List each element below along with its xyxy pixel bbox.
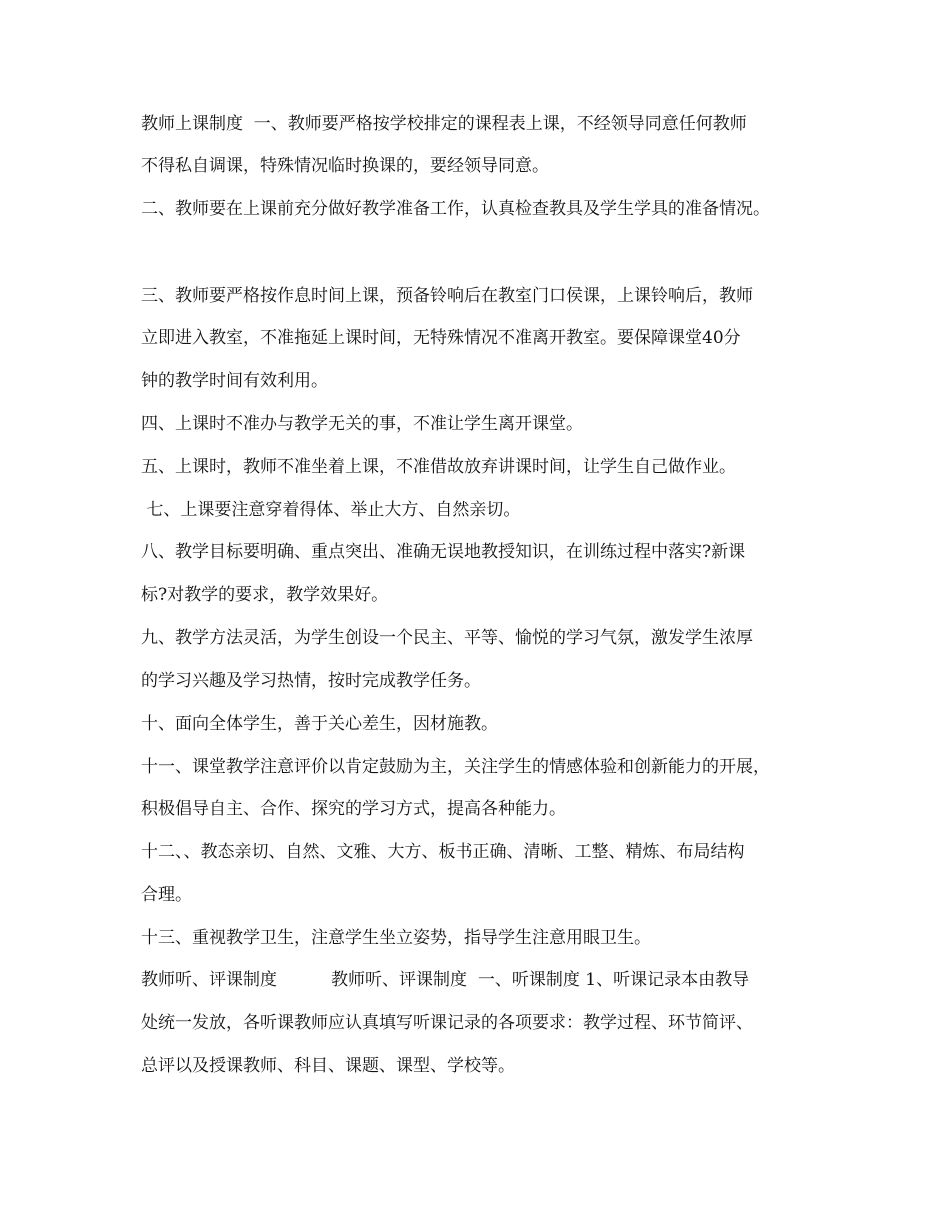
text-line-3: 二、教师要在上课前充分做好教学准备工作，认真检查教具及学生学具的准备情况。 [141, 199, 770, 219]
text-line-14: 十、面向全体学生，善于关心差生，因材施教。 [141, 714, 498, 734]
text-line-8: 五、上课时，教师不准坐着上课，不准借故放弃讲课时间，让学生自己做作业。 [141, 457, 736, 477]
text-line-19: 十三、重视教学卫生，注意学生坐立姿势，指导学生注意用眼卫生。 [141, 928, 651, 948]
text-line-17: 十二、、教态亲切、自然、文雅、大方、板书正确、清晰、工整、精炼、布局结构 [141, 842, 745, 862]
text-line-7: 四、上课时不准办与教学无关的事，不准让学生离开课堂。 [141, 414, 583, 434]
text-line-13: 的学习兴趣及学习热情，按时完成教学任务。 [141, 671, 481, 691]
text-line-10: 八、教学目标要明确、重点突出、准确无误地教授知识，在训练过程中落实?新课 [141, 542, 746, 562]
text-line-22: 总评以及授课教师、科目、课题、课型、学校等。 [141, 1056, 515, 1076]
text-line-20: 教师听、评课制度 教师听、评课制度 一、听课制度 1、听课记录本由教导 [141, 970, 750, 990]
text-line-9: 七、上课要注意穿着得体、举止大方、自然亲切。 [141, 500, 521, 520]
text-line-11: 标?对教学的要求，教学效果好。 [141, 585, 389, 605]
text-line-5: 立即进入教室，不准拖延上课时间，无特殊情况不准离开教室。要保障课堂40分 [141, 328, 741, 348]
text-line-18: 合理。 [141, 885, 192, 905]
text-line-21: 处统一发放，各听课教师应认真填写听课记录的各项要求：教学过程、环节简评、 [141, 1013, 753, 1033]
text-line-16: 积极倡导自主、合作、探究的学习方式，提高各种能力。 [141, 799, 566, 819]
text-line-6: 钟的教学时间有效利用。 [141, 371, 328, 391]
text-line-2: 不得私自调课，特殊情况临时换课的，要经领导同意。 [141, 156, 549, 176]
text-line-12: 九、教学方法灵活，为学生创设一个民主、平等、愉悦的学习气氛，激发学生浓厚 [141, 628, 753, 648]
text-line-15: 十一、课堂教学注意评价以肯定鼓励为主，关注学生的情感体验和创新能力的开展， [141, 757, 770, 777]
text-line-1: 教师上课制度 一、教师要严格按学校排定的课程表上课，不经领导同意任何教师 [141, 114, 747, 134]
text-line-4: 三、教师要严格按作息时间上课，预备铃响后在教室门口侯课，上课铃响后，教师 [141, 286, 753, 306]
